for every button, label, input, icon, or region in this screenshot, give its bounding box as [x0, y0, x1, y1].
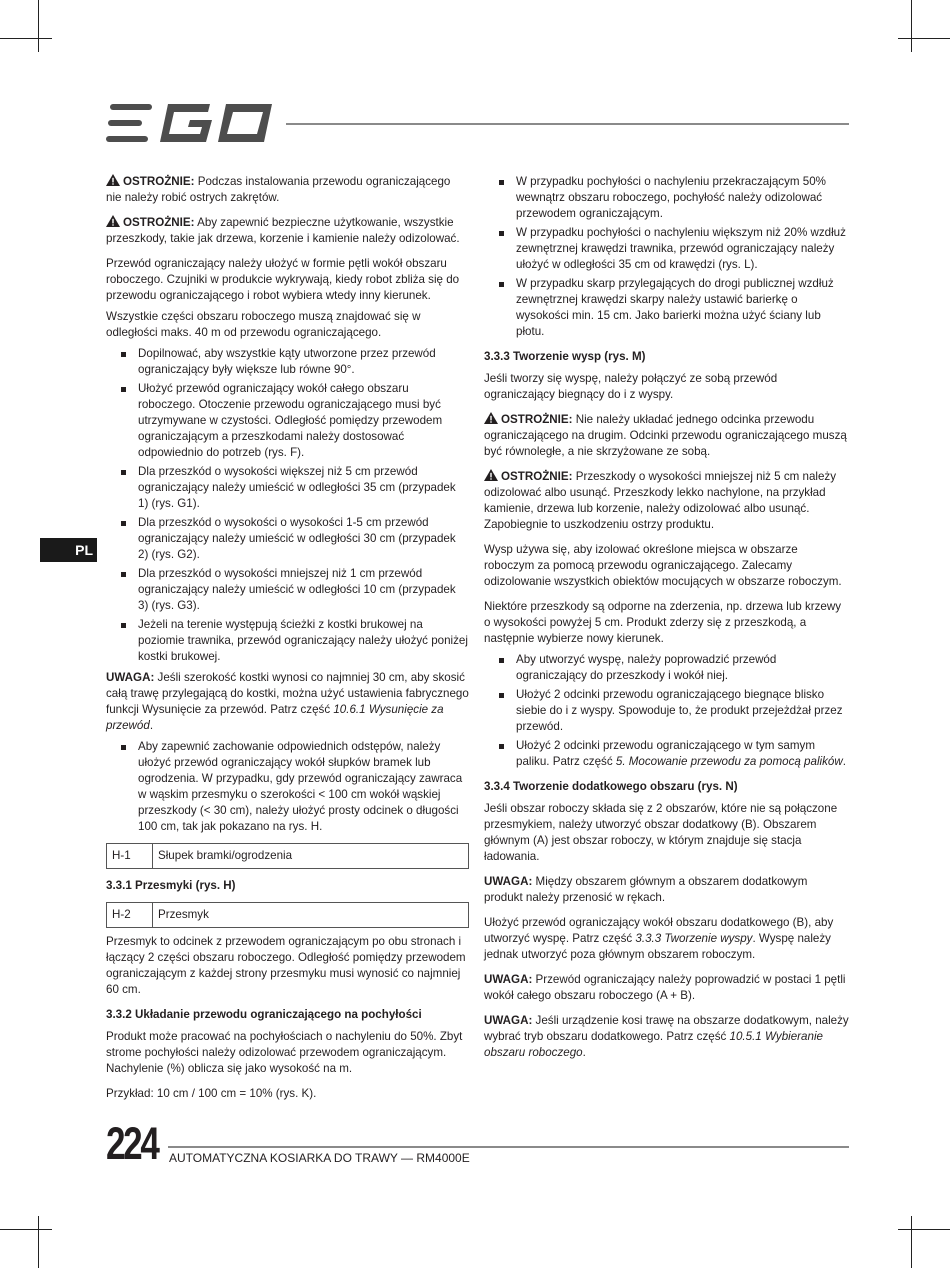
crop-mark — [0, 38, 52, 39]
warning-icon — [106, 215, 120, 227]
warning-icon — [106, 174, 120, 186]
left-column — [106, 174, 469, 1107]
caution-label: OSTROŻNIE: — [501, 470, 573, 483]
note-paragraph — [484, 874, 849, 906]
caution-text: Podczas instalowania przewodu ograniczającego nie należy robić ostrych zakrętów. — [106, 175, 451, 204]
list-item: Aby zapewnić zachowanie odpowiednich odstępów, należy ułożyć przewód ograniczający wokół słupków bramek lub ogrodzenia. W przypadku, gdy przewód ograniczający zawraca w wąskim przesmyku o szerokości < 100 cm wokół wąskiej przeszkody (< 30 cm), należy ułożyć prosty odcinek o długości 100 cm, tak jak pokazano na rys. H. — [106, 739, 469, 835]
bullet-list — [484, 652, 849, 770]
caution-text: Aby zapewnić bezpieczne użytkowanie, wszystkie przeszkody, takie jak drzewa, korzenie i kamienie należy odizolować. — [106, 216, 460, 245]
list-item: Ułożyć 2 odcinki przewodu ograniczającego biegnące blisko siebie do i z wyspy. Spowoduje to, że produkt przejeżdżał przez przewód. — [484, 687, 849, 735]
warning-icon — [484, 469, 498, 481]
legend-description: Przesmyk — [158, 908, 209, 921]
warning-icon — [484, 412, 498, 424]
caution-paragraph — [484, 469, 849, 533]
caution-label: OSTROŻNIE: — [123, 175, 195, 188]
crop-mark — [38, 0, 39, 52]
body-paragraph: Jeśli obszar roboczy składa się z 2 obszarów, które nie są połączone przesmykiem, należy utworzyć obszar dodatkowy (B). Obszarem głównym (A) jest obszar roboczy, w którym znajduje się stacja ładowania. — [484, 802, 838, 863]
bullet-list — [106, 739, 469, 835]
body-text-end: . Wyspę należy jednak utworzyć poza głównym obszarem roboczym. — [484, 932, 831, 961]
note-end: . — [149, 719, 154, 732]
list-item: W przypadku skarp przylegających do drogi publicznej wzdłuż zewnętrznej krawędzi skarpy należy ustawić barierkę o wysokości min. 15 cm. Jako barierki można użyć ściany lub płotu. — [484, 276, 849, 340]
section-heading: 3.3.1 Przesmyki (rys. H) — [106, 879, 236, 892]
note-label: UWAGA: — [484, 1014, 533, 1027]
page-number: 224 — [106, 1118, 158, 1169]
caution-paragraph — [484, 412, 849, 460]
body-paragraph: Przykład: 10 cm / 100 cm = 10% (rys. K). — [106, 1087, 317, 1100]
list-item: Dopilnować, aby wszystkie kąty utworzone przez przewód ograniczający były większe lub równe 90°. — [106, 346, 469, 378]
list-item: Ułożyć przewód ograniczający wokół całego obszaru roboczego. Otoczenie przewodu ograniczającego musi być utrzymywane w czystości. Odległość pomiędzy przewodem ograniczającym a przeszkodami należy dostosować odpowiednio do potrzeb (rys. F). — [106, 381, 469, 461]
legend-code: H-1 — [107, 844, 153, 868]
note-text: Jeśli szerokość kostki wynosi co najmniej 30 cm, aby skosić całą trawę przylegającą do kostki, można użyć ustawienia fabrycznego funkcji Wysunięcie za przewód. Patrz część — [106, 671, 469, 716]
note-end: . — [582, 1046, 586, 1059]
list-item: Dla przeszkód o wysokości mniejszej niż 1 cm przewód ograniczający należy umieścić w odległości 10 cm (przypadek 3) (rys. G3). — [106, 566, 469, 614]
note-label: UWAGA: — [106, 671, 155, 684]
legend-table — [106, 843, 469, 869]
note-paragraph — [106, 670, 469, 734]
crop-mark — [38, 1216, 39, 1268]
legend-table — [106, 902, 469, 928]
body-paragraph: Przesmyk to odcinek z przewodem ograniczającym po obu stronach i łączący 2 części obszaru roboczego. Odległość pomiędzy przewodem ograniczającym z każdej strony przesmyku musi wynosić co najmniej 60 cm. — [106, 935, 466, 996]
crop-mark — [0, 1229, 52, 1230]
caution-text: Przeszkody o wysokości mniejszej niż 5 cm należy odizolować albo usunąć. Przeszkody lekko nachylone, na przykład kamienie, drzewa lub korzenie, należy odizolować albo usunąć. Zapobiegnie to uszkodzeniu ostrzy produktu. — [484, 470, 837, 531]
caution-paragraph — [106, 215, 469, 247]
cross-reference: 5. Mocowanie przewodu za pomocą palików — [615, 755, 843, 768]
body-paragraph: Jeśli tworzy się wyspę, należy połączyć ze sobą przewód ograniczający biegnący do i z wyspy. — [484, 372, 778, 401]
list-item-text: Ułożyć 2 odcinki przewodu ograniczającego w tym samym paliku. Patrz część — [516, 739, 815, 768]
crop-mark — [911, 0, 912, 52]
caution-label: OSTROŻNIE: — [501, 413, 573, 426]
bullet-list — [106, 346, 469, 665]
body-text: Ułożyć przewód ograniczający wokół obszaru dodatkowego (B), aby utworzyć wyspę. Patrz część — [484, 916, 834, 945]
cross-reference: 3.3.3 Tworzenie wyspy — [635, 932, 753, 945]
body-paragraph — [484, 915, 849, 963]
note-label: UWAGA: — [484, 875, 533, 888]
note-paragraph — [484, 972, 849, 1004]
list-item-end: . — [842, 755, 846, 768]
section-heading: 3.3.4 Tworzenie dodatkowego obszaru (rys. N) — [484, 780, 738, 793]
cross-reference: 10.6.1 Wysunięcie za przewód — [106, 703, 444, 732]
list-item: Jeżeli na terenie występują ścieżki z kostki brukowej na poziomie trawnika, przewód ograniczający należy ułożyć poniżej kostki brukowej. — [106, 617, 469, 665]
body-paragraph: Wszystkie części obszaru roboczego muszą znajdować się w odległości maks. 40 m od przewodu ograniczającego. — [106, 310, 421, 339]
list-item: Aby utworzyć wyspę, należy poprowadzić przewód ograniczający do przeszkody i wokół niej. — [484, 652, 849, 684]
bullet-list — [484, 174, 849, 340]
note-text: Jeśli urządzenie kosi trawę na obszarze dodatkowym, należy wybrać tryb obszaru dodatkowego. Patrz część — [484, 1014, 849, 1043]
crop-mark — [898, 1229, 950, 1230]
crop-mark — [911, 1216, 912, 1268]
body-paragraph: Niektóre przeszkody są odporne na zderzenia, np. drzewa lub krzewy o wysokości powyżej 5 cm. Produkt zderzy się z przeszkodą, a następnie wybierze nowy kierunek. — [484, 600, 842, 645]
body-paragraph: Produkt może pracować na pochyłościach o nachyleniu do 50%. Zbyt strome pochyłości należy odizolować przewodem ograniczającym. Nachylenie (%) oblicza się jako wysokość na m. — [106, 1030, 463, 1075]
note-text: Przewód ograniczający należy poprowadzić w postaci 1 pętli wokół całego obszaru roboczego (A + B). — [484, 973, 846, 1002]
caution-paragraph — [106, 174, 469, 206]
list-item: W przypadku pochyłości o nachyleniu przekraczającym 50% wewnątrz obszaru roboczego, pochyłość należy odizolować przewodem ograniczającym. — [484, 174, 849, 222]
section-heading: 3.3.3 Tworzenie wysp (rys. M) — [484, 350, 646, 363]
legend-code: H-2 — [107, 903, 153, 927]
list-item: W przypadku pochyłości o nachyleniu większym niż 20% wzdłuż zewnętrznej krawędzi trawnika, przewód ograniczający należy ułożyć w odległości 35 cm od krawędzi (rys. L). — [484, 225, 849, 273]
list-item — [484, 738, 849, 770]
list-item: Dla przeszkód o wysokości o wysokości 1-5 cm przewód ograniczający należy umieścić w odległości 30 cm (przypadek 2) (rys. G2). — [106, 515, 469, 563]
body-paragraph: Wysp używa się, aby izolować określone miejsca w obszarze roboczym za pomocą przewodu ograniczającego. Zalecamy odizolowanie wszystkich obiektów mocujących w obszarze roboczym. — [484, 543, 842, 588]
note-paragraph — [484, 1013, 849, 1061]
caution-label: OSTROŻNIE: — [123, 216, 195, 229]
right-column — [484, 174, 849, 1066]
header-rule — [286, 123, 849, 125]
list-item: Dla przeszkód o wysokości większej niż 5 cm przewód ograniczający należy umieścić w odległości 35 cm (przypadek 1) (rys. G1). — [106, 464, 469, 512]
crop-mark — [898, 38, 950, 39]
legend-description: Słupek bramki/ogrodzenia — [158, 849, 293, 862]
note-label: UWAGA: — [484, 973, 533, 986]
cross-reference: 10.5.1 Wybieranie obszaru roboczego — [484, 1030, 823, 1059]
note-text: Między obszarem głównym a obszarem dodatkowym produkt należy przenosić w rękach. — [484, 875, 808, 904]
footer-title: AUTOMATYCZNA KOSIARKA DO TRAWY — RM4000E — [169, 1151, 470, 1165]
footer-rule — [168, 1146, 849, 1148]
section-heading: 3.3.2 Układanie przewodu ograniczającego na pochyłości — [106, 1008, 422, 1021]
body-paragraph: Przewód ograniczający należy ułożyć w formie pętli wokół obszaru roboczego. Czujniki w produkcie wykrywają, kiedy robot zbliża się do przewodu ograniczającego i robot wybiera wtedy inny kierunek. — [106, 257, 460, 302]
ego-logo — [106, 101, 278, 145]
caution-text: Nie należy układać jednego odcinka przewodu ograniczającego na drugim. Odcinki przewodu ograniczającego muszą być równoległe, a nie skrzyżowane ze sobą. — [484, 413, 847, 458]
language-tab: PL — [40, 538, 97, 562]
